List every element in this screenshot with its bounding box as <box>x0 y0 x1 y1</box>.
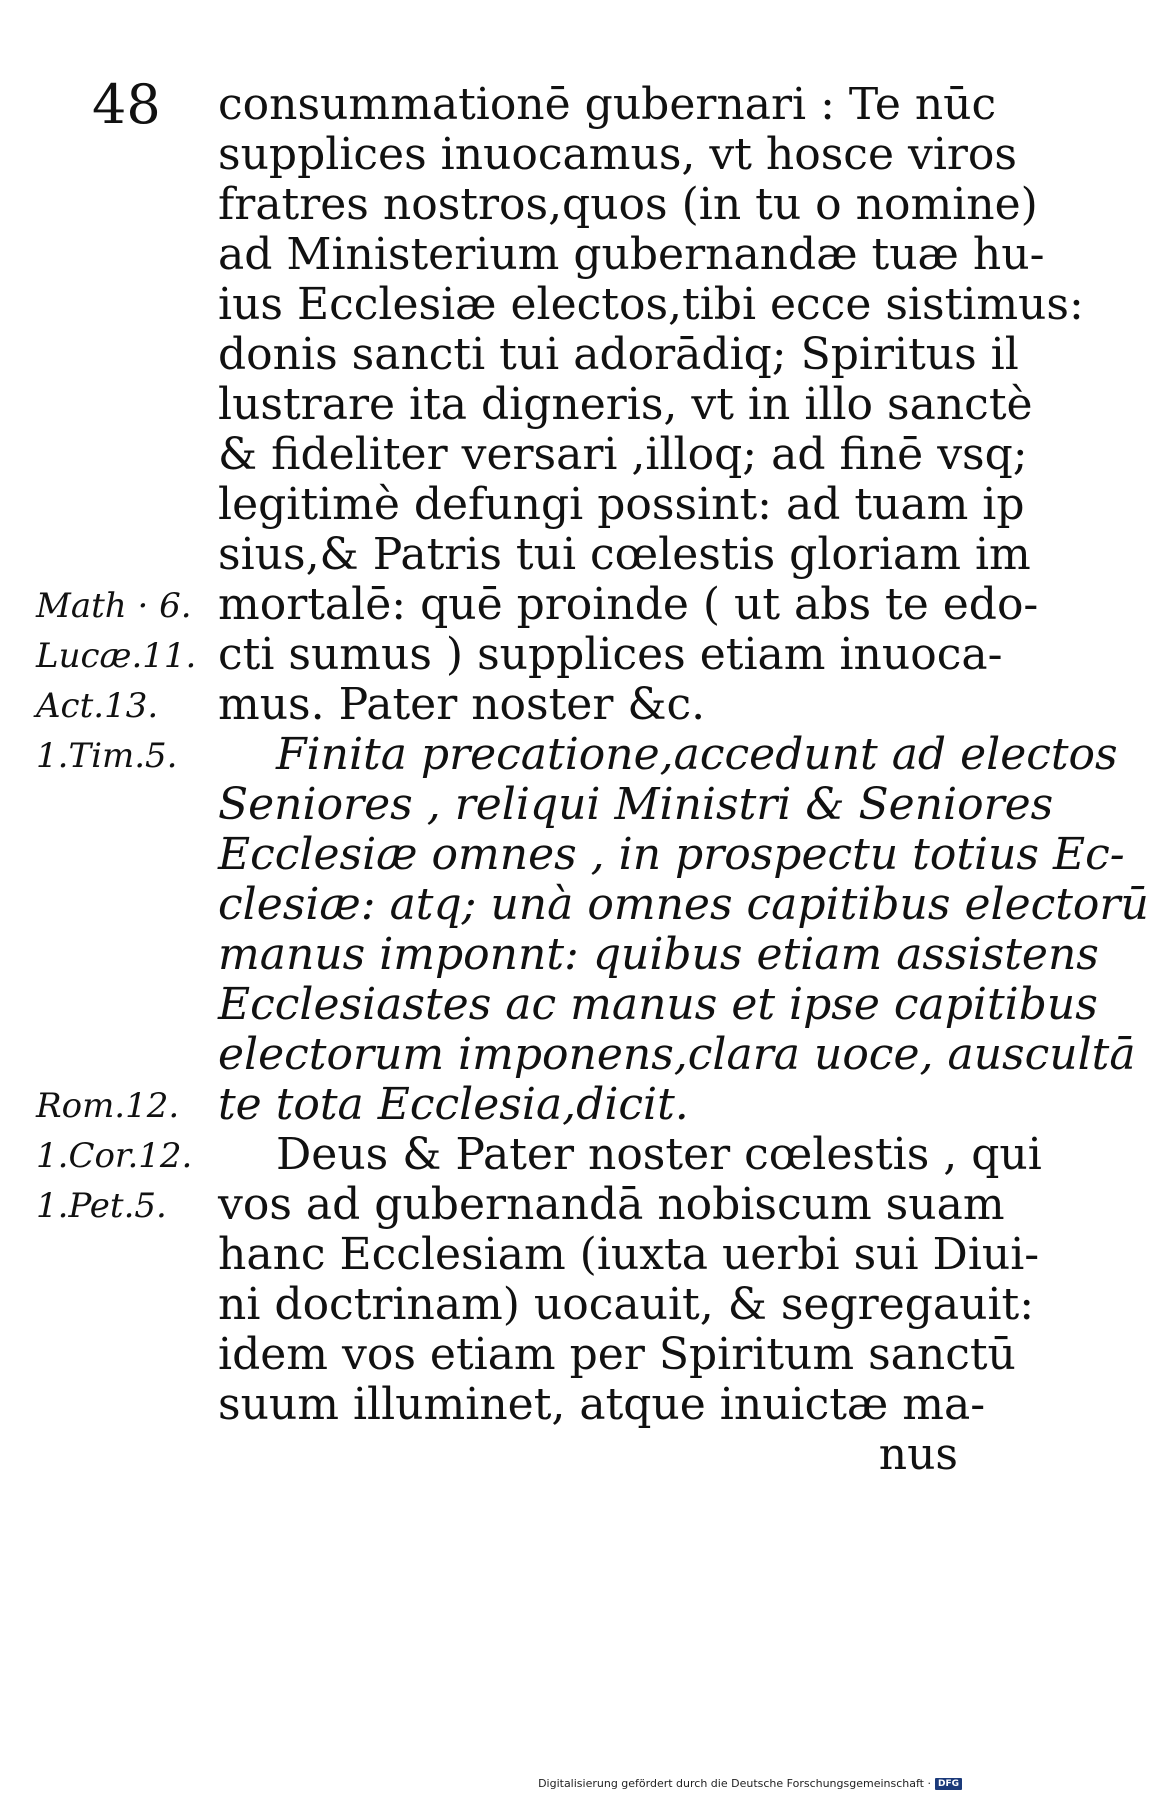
text-line: suum illuminet, atque inuictæ ma- <box>218 1379 986 1430</box>
margin-note: Lucæ.11. <box>36 636 197 676</box>
text-line: legitimè defungi possint: ad tuam ip <box>218 479 1025 530</box>
text-line: & fideliter versari ,illoq; ad finē vsq; <box>218 429 1028 480</box>
margin-note: Math · 6. <box>36 586 192 626</box>
margin-note: 1.Pet.5. <box>36 1186 167 1226</box>
text-line: clesiæ: atq; unà omnes capitibus electorū <box>218 879 1149 930</box>
text-line: mortalē: quē proinde ( ut abs te edo- <box>218 579 1039 630</box>
text-line: cti sumus ) supplices etiam inuoca- <box>218 629 1003 680</box>
text-line: mus. Pater noster &c. <box>218 679 706 730</box>
text-line: Deus & Pater noster cœlestis , qui <box>276 1129 1042 1180</box>
text-line: consummationē gubernari : Te nūc <box>218 79 997 130</box>
body-text <box>218 79 1149 1480</box>
text-line: vos ad gubernandā nobiscum suam <box>218 1179 1005 1230</box>
text-line: Finita precatione,accedunt ad electos <box>276 729 1118 780</box>
text-line: sius,& Patris tui cœlestis gloriam im <box>218 529 1031 580</box>
text-line: idem vos etiam per Spiritum sanctū <box>218 1329 1016 1380</box>
text-line: supplices inuocamus, vt hosce viros <box>218 129 1018 180</box>
page-number: 48 <box>92 73 161 136</box>
margin-note: 1.Tim.5. <box>36 736 178 776</box>
footer-credit <box>538 1777 962 1790</box>
dfg-logo: DFG <box>935 1778 962 1790</box>
text-line: Ecclesiæ omnes , in prospectu totius Ec- <box>218 829 1125 880</box>
margin-note: Rom.12. <box>36 1086 180 1126</box>
text-line: ius Ecclesiæ electos,tibi ecce sistimus: <box>218 279 1084 330</box>
text-line: hanc Ecclesiam (iuxta uerbi sui Diui- <box>218 1229 1040 1280</box>
text-line: electorum imponens,clara uoce, auscultā <box>218 1029 1136 1080</box>
text-line: fratres nostros,quos (in tu o nomine) <box>218 179 1038 230</box>
text-line: ni doctrinam) uocauit, & segregauit: <box>218 1279 1035 1330</box>
margin-note: Act.13. <box>36 686 159 726</box>
footer-text: Digitalisierung gefördert durch die Deutsche Forschungsgemeinschaft · <box>538 1777 931 1790</box>
text-line: donis sancti tui adorādiq; Spiritus il <box>218 329 1019 380</box>
text-line: ad Ministerium gubernandæ tuæ hu- <box>218 229 1045 280</box>
text-line: manus imponnt: quibus etiam assistens <box>218 929 1099 980</box>
text-line: lustrare ita digneris, vt in illo sanctè <box>218 379 1033 430</box>
text-line: Seniores , reliqui Ministri & Seniores <box>218 779 1054 830</box>
margin-note: 1.Cor.12. <box>36 1136 193 1176</box>
text-line: Ecclesiastes ac manus et ipse capitibus <box>218 979 1098 1030</box>
text-line: te tota Ecclesia,dicit. <box>218 1079 689 1130</box>
text-line: nus <box>878 1429 958 1480</box>
